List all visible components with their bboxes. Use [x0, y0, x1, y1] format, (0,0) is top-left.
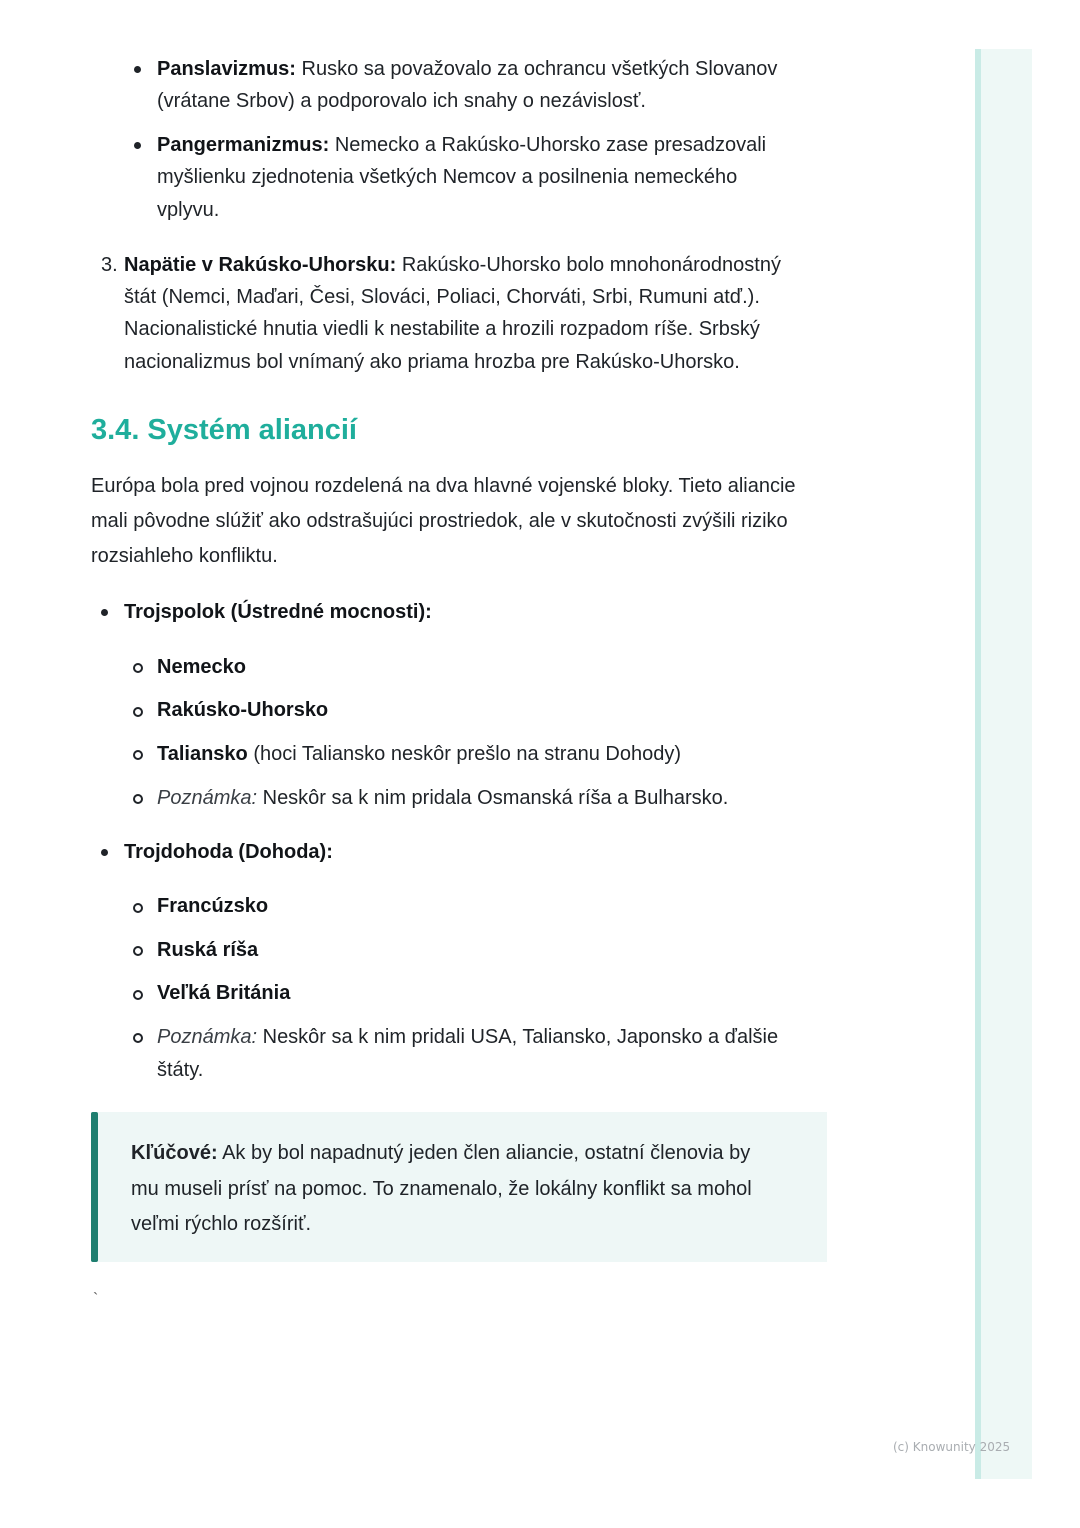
list-item-pangermanizmus: Pangermanizmus: Nemecko a Rakúsko-Uhorsko zase presadzovali	[157, 134, 767, 156]
bullet-icon	[101, 609, 108, 616]
circle-bullet-icon	[133, 990, 143, 1000]
list-item-napatie-cont: štát (Nemci, Maďari, Česi, Slováci, Poliaci, Chorváti, Srbi, Rumuni atď.).	[124, 286, 760, 308]
circle-bullet-icon	[133, 794, 143, 804]
intro-paragraph-line: Európa bola pred vojnou rozdelená na dva hlavné vojenské bloky. Tieto aliancie	[91, 475, 796, 497]
note-item: Poznámka: Neskôr sa k nim pridala Osmanská ríša a Bulharsko.	[157, 787, 729, 809]
term-pangermanizmus: Pangermanizmus:	[157, 134, 330, 156]
member-item: Francúzsko	[157, 895, 269, 917]
callout-line: mu museli prísť na pomoc. To znamenalo, že lokálny konflikt sa mohol	[131, 1178, 752, 1200]
circle-bullet-icon	[133, 707, 143, 717]
list-item-napatie-cont: Nacionalistické hnutia viedli k nestabilite a hrozili rozpadom ríše. Srbský	[124, 318, 760, 340]
bullet-icon	[101, 849, 108, 856]
bullet-icon	[134, 142, 141, 149]
section-heading: 3.4. Systém aliancií	[91, 414, 357, 446]
callout-line: Kľúčové: Ak by bol napadnutý jeden člen aliancie, ostatní členovia by	[131, 1142, 751, 1164]
note-item-cont: štáty.	[157, 1059, 204, 1081]
circle-bullet-icon	[133, 1033, 143, 1043]
list-number: 3.	[101, 254, 118, 276]
intro-paragraph-line: rozsiahleho konfliktu.	[91, 545, 278, 567]
list-item-napatie-cont: nacionalizmus bol vnímaný ako priama hrozba pre Rakúsko-Uhorsko.	[124, 351, 740, 373]
callout-label: Kľúčové:	[131, 1142, 218, 1164]
bullet-icon	[134, 66, 141, 73]
note-item: Poznámka: Neskôr sa k nim pridali USA, Taliansko, Japonsko a ďalšie	[157, 1026, 779, 1048]
circle-bullet-icon	[133, 663, 143, 673]
member-item: Nemecko	[157, 656, 246, 678]
list-item-napatie: Napätie v Rakúsko-Uhorsku: Rakúsko-Uhorsko bolo mnohonárodnostný	[124, 254, 781, 276]
copyright-footer: (c) Knowunity 2025	[893, 1440, 1011, 1454]
circle-bullet-icon	[133, 750, 143, 760]
stray-mark: `	[93, 1291, 99, 1308]
page-side-panel	[975, 49, 1032, 1479]
member-item: Ruská ríša	[157, 939, 259, 961]
member-item: Taliansko (hoci Taliansko neskôr prešlo na stranu Dohody)	[157, 743, 681, 765]
list-item-pangermanizmus-cont: myšlienku zjednotenia všetkých Nemcov a posilnenia nemeckého	[157, 166, 738, 188]
callout-accent-bar	[91, 1112, 98, 1262]
list-item-pangermanizmus-cont: vplyvu.	[157, 199, 220, 221]
list-item-panslavizmus-cont: (vrátane Srbov) a podporovalo ich snahy o nezávislosť.	[157, 90, 646, 112]
term-napatie: Napätie v Rakúsko-Uhorsku:	[124, 254, 397, 276]
member-item: Rakúsko-Uhorsko	[157, 699, 329, 721]
list-item-panslavizmus: Panslavizmus: Rusko sa považovalo za ochrancu všetkých Slovanov	[157, 58, 778, 80]
circle-bullet-icon	[133, 946, 143, 956]
alliance-title-trojdohoda: Trojdohoda (Dohoda):	[124, 841, 333, 863]
circle-bullet-icon	[133, 903, 143, 913]
page-side-stripe	[975, 49, 981, 1479]
callout-line: veľmi rýchlo rozšíriť.	[131, 1213, 312, 1235]
intro-paragraph-line: mali pôvodne slúžiť ako odstrašujúci prostriedok, ale v skutočnosti zvýšili riziko	[91, 510, 788, 532]
member-item: Veľká Británia	[157, 982, 291, 1004]
alliance-title-trojspolok: Trojspolok (Ústredné mocnosti):	[124, 601, 432, 623]
term-panslavizmus: Panslavizmus:	[157, 58, 296, 80]
